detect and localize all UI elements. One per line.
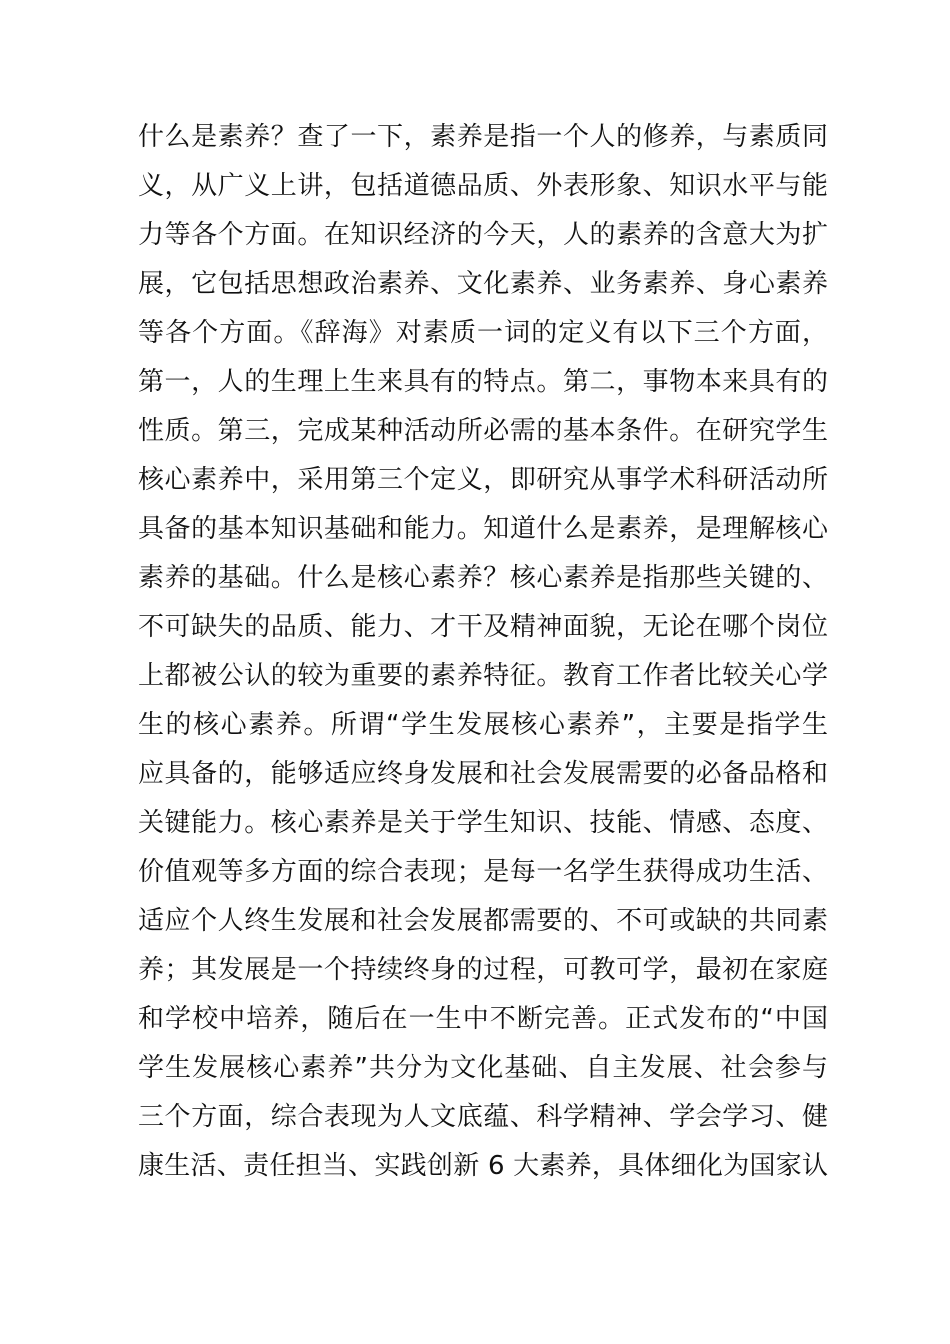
text-line: 适应个人终生发展和社会发展都需要的、不可或缺的共同素 — [138, 906, 828, 936]
text-line: 等各个方面。《辞海》对素质一词的定义有以下三个方面， — [138, 318, 828, 348]
text-line: 应具备的，能够适应终身发展和社会发展需要的必备品格和 — [138, 759, 828, 789]
text-line: 价值观等多方面的综合表现；是每一名学生获得成功生活、 — [138, 857, 828, 887]
text-line: 和学校中培养，随后在一生中不断完善。正式发布的“中国 — [138, 1004, 828, 1034]
text-line: 不可缺失的品质、能力、才干及精神面貌，无论在哪个岗位 — [138, 612, 828, 642]
text-line: 上都被公认的较为重要的素养特征。教育工作者比较关心学 — [138, 661, 828, 691]
text-line: 三个方面，综合表现为人文底蕴、科学精神、学会学习、健 — [138, 1102, 828, 1132]
text-line: 什么是素养？查了一下，素养是指一个人的修养，与素质同 — [138, 122, 828, 152]
body-paragraph — [138, 113, 828, 1191]
text-line: 展，它包括思想政治素养、文化素养、业务素养、身心素养 — [138, 269, 828, 299]
text-line: 具备的基本知识基础和能力。知道什么是素养，是理解核心 — [138, 514, 828, 544]
text-line: 核心素养中，采用第三个定义，即研究从事学术科研活动所 — [138, 465, 828, 495]
text-line: 关键能力。核心素养是关于学生知识、技能、情感、态度、 — [138, 808, 828, 838]
text-line: 素养的基础。什么是核心素养？核心素养是指那些关键的、 — [138, 563, 828, 593]
text-line: 生的核心素养。所谓“学生发展核心素养”，主要是指学生 — [138, 710, 828, 740]
text-line: 学生发展核心素养”共分为文化基础、自主发展、社会参与 — [138, 1053, 828, 1083]
text-line: 性质。第三，完成某种活动所必需的基本条件。在研究学生 — [138, 416, 828, 446]
text-line: 康生活、责任担当、实践创新 6 大素养，具体细化为国家认 — [138, 1151, 828, 1181]
text-line: 养；其发展是一个持续终身的过程，可教可学，最初在家庭 — [138, 955, 828, 985]
text-line: 力等各个方面。在知识经济的今天，人的素养的含意大为扩 — [138, 220, 828, 250]
text-line: 义，从广义上讲，包括道德品质、外表形象、知识水平与能 — [138, 171, 828, 201]
text-line: 第一，人的生理上生来具有的特点。第二，事物本来具有的 — [138, 367, 828, 397]
